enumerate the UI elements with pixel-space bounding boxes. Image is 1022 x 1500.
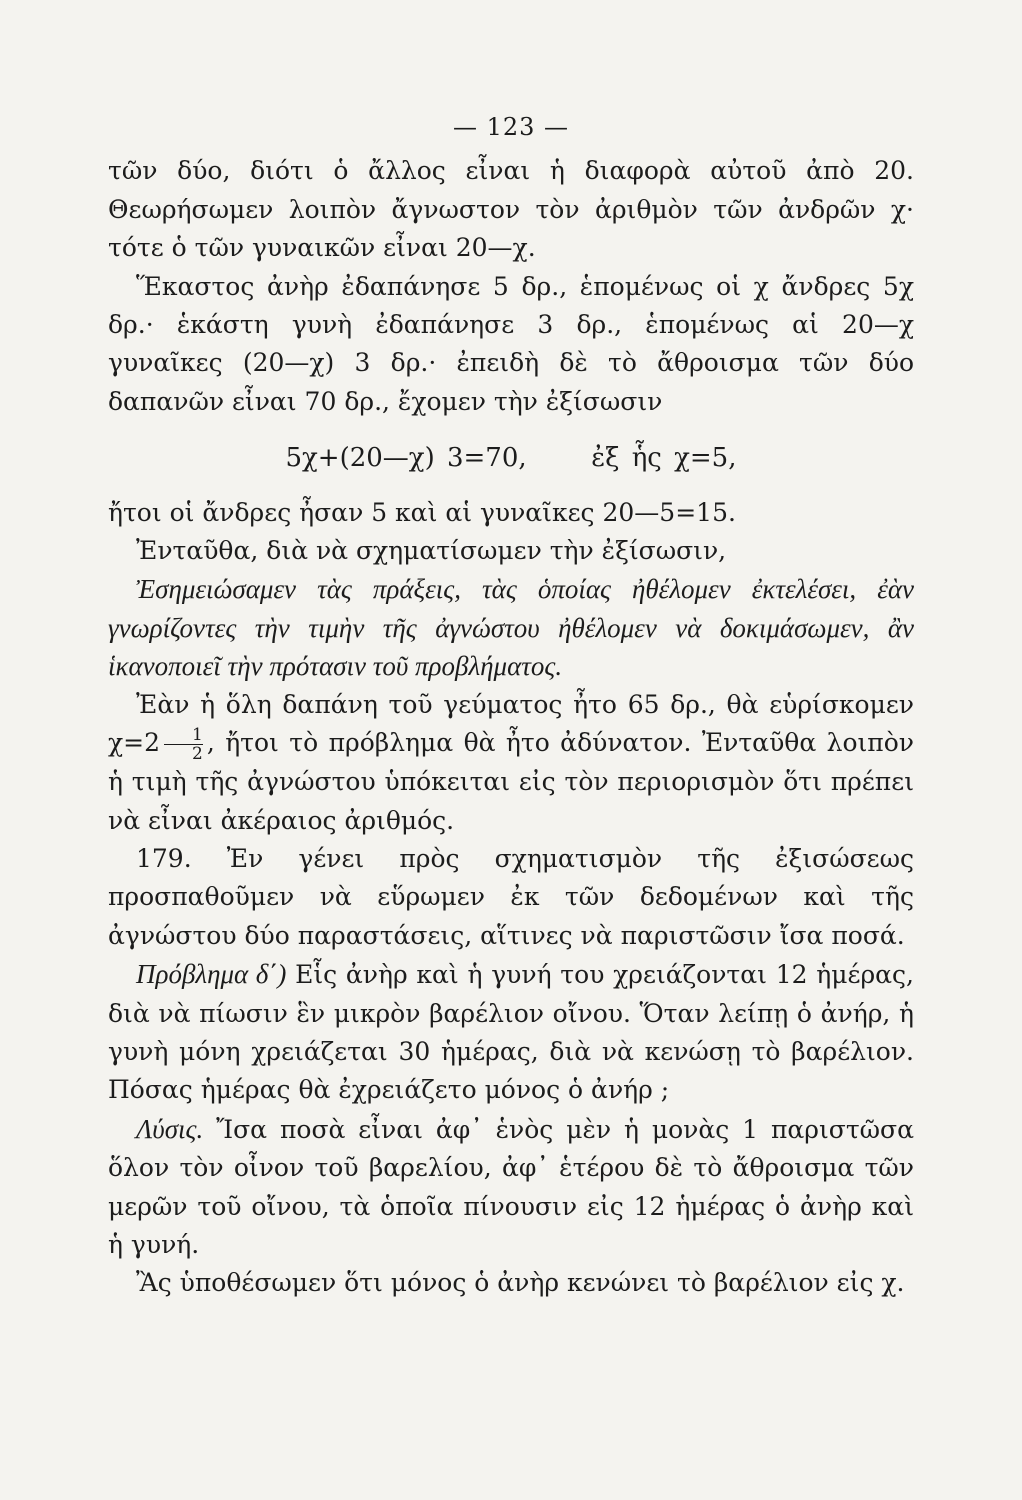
solution (108, 1110, 914, 1265)
paragraph-6-end: , ἤτοι τὸ πρόβλημα θὰ ἦτο ἀδύνατον. Ἐνταῦθα λοιπὸν ἡ τιμὴ τῆς ἀγνώστου ὑπόκειται εἰς τὸν περιορισμὸν ὅτι πρέπει νὰ εἶναι ἀκέραιος ἀριθμός. (108, 728, 914, 835)
paragraph-10: Ἂς ὑποθέσωμεν ὅτι μόνος ὁ ἀνὴρ κενώνει τὸ βαρέλιον εἰς χ. (136, 1268, 905, 1298)
equation: 5χ+(20—χ) 3=70, (285, 443, 527, 474)
paragraph-1: τῶν δύο, διότι ὁ ἄλλος εἶναι ἡ διαφορὰ αὐτοῦ ἀπὸ 20. Θεωρήσωμεν λοιπὸν ἄγνωστον τὸν ἀριθμὸν τῶν ἀνδρῶν χ· τότε ὁ τῶν γυναικῶν εἶναι 20—χ. (108, 156, 914, 263)
paragraph-6 (108, 686, 914, 840)
paragraph-2: Ἕκαστος ἀνὴρ ἐδαπάνησε 5 δρ., ἑπομένως οἱ χ ἄνδρες 5χ δρ.· ἑκάστη γυνὴ ἐδαπάνησε 3 δρ., ἑπομένως αἱ 20—χ γυναῖκες (20—χ) 3 δρ.· ἐπειδὴ δὲ τὸ ἄθροισμα τῶν δύο δαπανῶν εἶναι 70 δρ., ἔχομεν τὴν ἐξίσωσιν (108, 271, 914, 416)
problem-d (108, 955, 914, 1110)
fraction-one-half (164, 726, 203, 763)
paragraph-3: ἤτοι οἱ ἄνδρες ἦσαν 5 καὶ αἱ γυναῖκες 20—5=15. (108, 497, 736, 527)
equation-line (108, 439, 914, 477)
rule-italic: Ἐσημειώσαμεν τὰς πράξεις, τὰς ὁποίας ἠθέλομεν ἐκτελέσει, ἐὰν γνωρίζοντες τὴν τιμὴν τῆς ἀγνώστου ἠθέλομεν νὰ δοκιμάσωμεν, ἂν ἱκανοποιεῖ τὴν πρότασιν τοῦ προβλήματος. (108, 574, 914, 682)
page-body (108, 108, 914, 1303)
solution-label: Λύσις. (136, 1113, 204, 1144)
fraction-denominator: 2 (164, 744, 203, 763)
fraction-numerator: 1 (192, 725, 203, 746)
problem-text: Εἷς ἀνὴρ καὶ ἡ γυνή του χρειάζονται 12 ἡμέρας, διὰ νὰ πίωσιν ἓν μικρὸν βαρέλιον οἴνου. Ὅταν λείπῃ ὁ ἀνήρ, ἡ γυνὴ μόνη χρειάζεται 30 ἡμέρας, διὰ νὰ κενώσῃ τὸ βαρέλιον. Πόσας ἡμέρας θὰ ἐχρειάζετο μόνος ὁ ἀνήρ ; (108, 960, 914, 1105)
page-number: — 123 — (452, 113, 570, 141)
paragraph-4: Ἐνταῦθα, διὰ νὰ σχηματίσωμεν τὴν ἐξίσωσιν, (136, 536, 727, 566)
problem-label: Πρόβλημα δ΄) (136, 959, 287, 990)
paragraph-6-start: Ἐὰν ἡ ὅλη δαπάνη τοῦ γεύματος ἦτο 65 δρ., θὰ εὑρίσκομεν χ=2 (108, 689, 914, 758)
equation-solution: ἐξ ἧς χ=5, (591, 443, 737, 474)
solution-text: Ἴσα ποσὰ εἶναι ἀφ᾿ ἑνὸς μὲν ἡ μονὰς 1 παριστῶσα ὅλον τὸν οἶνον τοῦ βαρελίου, ἀφ᾿ ἑτέρου δὲ τὸ ἄθροισμα τῶν μερῶν τοῦ οἴνου, τὰ ὁποῖα πίνουσιν εἰς 12 ἡμέρας ὁ ἀνὴρ καὶ ἡ γυνή. (108, 1114, 914, 1259)
paragraph-179: 179. Ἐν γένει πρὸς σχηματισμὸν τῆς ἐξισώσεως προσπαθοῦμεν νὰ εὕρωμεν ἐκ τῶν δεδομένων καὶ τῆς ἀγνώστου δύο παραστάσεις, αἵτινες νὰ παριστῶσιν ἴσα ποσά. (108, 843, 914, 950)
